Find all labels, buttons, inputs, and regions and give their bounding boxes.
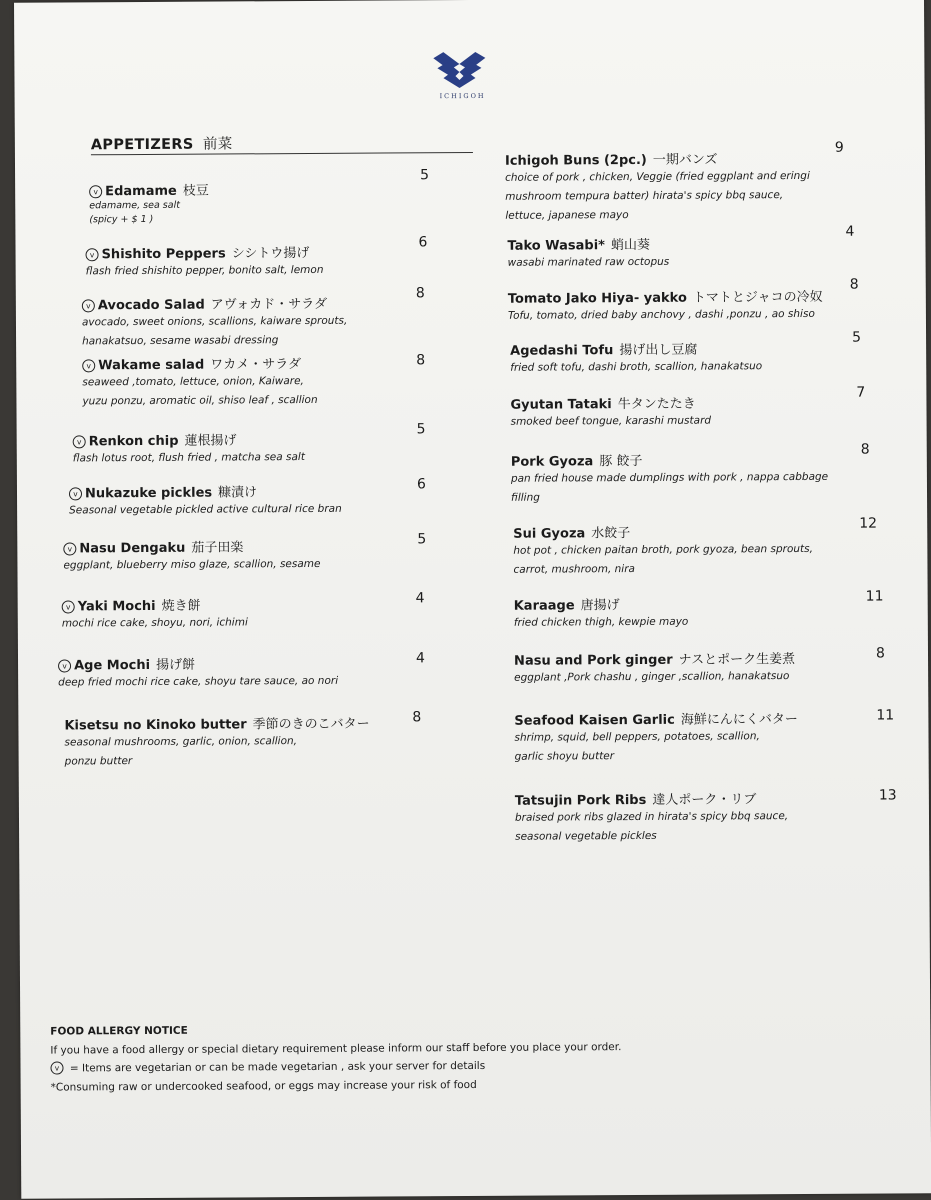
vegetarian-icon: v bbox=[50, 1061, 63, 1074]
menu-item-description: Tofu, tomato, dried baby anchovy , dashi ,ponzu , ao shiso bbox=[507, 307, 815, 322]
menu-item-title: Edamame bbox=[105, 183, 177, 200]
menu-item-description: hot pot , chicken paitan broth, pork gyoza, bean sprouts, bbox=[513, 542, 813, 557]
menu-item-name bbox=[73, 429, 305, 449]
menu-item-description: lettuce, japanese mayo bbox=[505, 209, 629, 222]
menu-item-name bbox=[507, 234, 669, 254]
menu-item-description: flash lotus root, flush fried , matcha sea salt bbox=[72, 451, 305, 465]
vegetarian-icon: v bbox=[73, 435, 86, 448]
menu-item-title: Nukazuke pickles bbox=[84, 485, 213, 502]
menu-item-description: Seasonal vegetable pickled active cultural rice bran bbox=[69, 502, 342, 517]
menu-item bbox=[513, 521, 813, 580]
menu-item-title: Karaage bbox=[513, 598, 575, 614]
brand-name: ICHIGOH bbox=[439, 91, 486, 101]
vegetarian-icon: v bbox=[69, 487, 82, 500]
menu-item-description: hanakatsuo, sesame wasabi dressing bbox=[82, 334, 279, 348]
menu-item-description: (spicy + $ 1 ) bbox=[89, 213, 154, 226]
menu-item-name bbox=[63, 536, 320, 557]
menu-item-title: Sui Gyoza bbox=[513, 526, 586, 542]
menu-item-japanese-name: 揚げ餅 bbox=[156, 657, 196, 673]
menu-item-title: Nasu and Pork ginger bbox=[513, 652, 673, 669]
menu-item-description: mushroom tempura batter) hirata's spicy bbq sauce, bbox=[505, 189, 784, 203]
menu-item-title: Pork Gyoza bbox=[510, 454, 594, 470]
vegetarian-icon: v bbox=[86, 248, 99, 261]
menu-item-japanese-name: 牛タンたたき bbox=[617, 396, 696, 413]
menu-item-description: fried chicken thigh, kewpie mayo bbox=[513, 615, 689, 629]
menu-item-price: 4 bbox=[415, 590, 425, 607]
menu-item bbox=[510, 338, 762, 378]
menu-item-title: Ichigoh Buns (2pc.) bbox=[504, 152, 647, 169]
menu-item bbox=[510, 393, 711, 432]
menu-item-price: 8 bbox=[860, 441, 870, 458]
menu-item bbox=[507, 234, 669, 273]
menu-item-price: 8 bbox=[416, 352, 426, 369]
menu-item-title: Wakame salad bbox=[98, 357, 205, 374]
menu-item-description: ponzu butter bbox=[64, 755, 133, 768]
vegetarian-icon: v bbox=[82, 359, 95, 372]
menu-item-price: 12 bbox=[859, 515, 878, 532]
menu-item-description: avocado, sweet onions, scallions, kaiware sprouts, bbox=[81, 314, 348, 329]
menu-item-description: yuzu ponzu, aromatic oil, shiso leaf , scallion bbox=[82, 393, 318, 408]
menu-item-name bbox=[82, 293, 348, 314]
menu-item-name bbox=[511, 449, 828, 470]
menu-item-description: flash fried shishito pepper, bonito salt, lemon bbox=[85, 263, 324, 278]
menu-item-japanese-name: 一期バンズ bbox=[652, 152, 718, 168]
menu-item-name bbox=[58, 653, 338, 674]
menu-item-description: fried soft tofu, dashi broth, scallion, hanakatsuo bbox=[510, 360, 763, 374]
menu-item-japanese-name: 糠漬け bbox=[218, 485, 258, 501]
menu-item-price: 5 bbox=[416, 421, 426, 438]
menu-item-japanese-name: 蛸山葵 bbox=[610, 237, 651, 254]
menu-item-title: Yaki Mochi bbox=[77, 598, 156, 615]
menu-item-japanese-name: アヴォカド・サラダ bbox=[210, 296, 328, 313]
menu-item-description: seasonal vegetable pickles bbox=[515, 829, 657, 843]
menu-item bbox=[82, 293, 348, 352]
menu-item-price: 4 bbox=[845, 223, 855, 240]
menu-item-japanese-name: 達人ポーク・リブ bbox=[652, 792, 757, 808]
menu-item-japanese-name: ナスとポーク生姜煮 bbox=[678, 652, 796, 668]
menu-item-price: 8 bbox=[849, 276, 859, 293]
menu-item-title: Agedashi Tofu bbox=[510, 343, 614, 359]
menu-item-price: 13 bbox=[878, 787, 897, 804]
menu-item-name bbox=[514, 648, 795, 669]
menu-item-japanese-name: 揚げ出し豆腐 bbox=[619, 342, 698, 359]
menu-item-description: seaweed ,tomato, lettuce, onion, Kaiware, bbox=[82, 375, 304, 389]
menu-item-description: wasabi marinated raw octopus bbox=[507, 255, 670, 269]
menu-item-name bbox=[514, 594, 689, 614]
menu-item bbox=[514, 708, 798, 767]
menu-item-description: seasonal mushrooms, garlic, onion, scallion, bbox=[64, 735, 298, 749]
menu-item-name bbox=[89, 180, 209, 200]
menu-item-description: eggplant ,Pork chashu , ginger ,scallion, hanakatsuo bbox=[514, 670, 790, 684]
menu-item bbox=[89, 180, 209, 228]
menu-item bbox=[85, 242, 323, 281]
menu-item-japanese-name: 唐揚げ bbox=[580, 598, 620, 614]
menu-item-japanese-name: 茄子田楽 bbox=[191, 540, 244, 556]
menu-item-price: 8 bbox=[412, 709, 422, 726]
menu-item-price: 5 bbox=[852, 329, 862, 346]
menu-item-name bbox=[85, 242, 323, 262]
menu-item-description: smoked beef tongue, karashi mustard bbox=[510, 414, 712, 428]
vegetarian-legend-text: = Items are vegetarian or can be made vegetarian , ask your server for details bbox=[66, 1059, 486, 1075]
section-title-text: APPETIZERS bbox=[90, 136, 194, 154]
menu-item-title: Tatsujin Pork Ribs bbox=[514, 792, 647, 809]
menu-item-name bbox=[505, 148, 810, 169]
vegetarian-icon: v bbox=[89, 185, 102, 198]
menu-item-price: 5 bbox=[417, 531, 427, 548]
menu-item bbox=[514, 594, 689, 633]
menu-item-description: choice of pork , chicken, Veggie (fried eggplant and eringi bbox=[505, 169, 810, 184]
menu-item bbox=[73, 429, 305, 468]
menu-item-description: deep fried mochi rice cake, shoyu tare sauce, ao nori bbox=[58, 674, 339, 689]
menu-item-title: Kisetsu no Kinoko butter bbox=[64, 717, 247, 734]
menu-item-name bbox=[82, 353, 317, 373]
menu-item-description: garlic shoyu butter bbox=[514, 750, 615, 763]
raw-food-warning: *Consuming raw or undercooked seafood, or eggs may increase your risk of food bbox=[50, 1078, 477, 1094]
menu-item-name bbox=[510, 393, 711, 413]
menu-item bbox=[62, 594, 248, 633]
menu-item-title: Tako Wasabi* bbox=[507, 238, 605, 254]
menu-item-price: 11 bbox=[876, 707, 895, 724]
menu-item-name bbox=[510, 338, 762, 359]
section-title bbox=[91, 132, 233, 154]
menu-item-price: 9 bbox=[834, 139, 844, 156]
menu-item-title: Nasu Dengaku bbox=[79, 540, 186, 557]
menu-item-price: 11 bbox=[865, 588, 884, 605]
menu-item-description: pan fried house made dumplings with pork , nappa cabbage bbox=[510, 470, 829, 485]
vegetarian-icon: v bbox=[62, 600, 75, 613]
menu-item-title: Renkon chip bbox=[88, 433, 179, 450]
menu-item-description: braised pork ribs glazed in hirata's spicy bbq sauce, bbox=[514, 810, 789, 824]
menu-item bbox=[64, 713, 370, 772]
menu-item-title: Seafood Kaisen Garlic bbox=[514, 712, 675, 729]
menu-item-japanese-name: ワカメ・サラダ bbox=[210, 357, 302, 373]
menu-item bbox=[515, 788, 788, 847]
menu-item-title: Gyutan Tataki bbox=[510, 397, 612, 413]
menu-item-price: 8 bbox=[415, 285, 425, 302]
menu-item-japanese-name: 水餃子 bbox=[591, 526, 631, 542]
menu-item-description: filling bbox=[511, 491, 540, 504]
allergy-notice bbox=[50, 1019, 621, 1096]
menu-item bbox=[511, 449, 829, 508]
menu-item bbox=[508, 286, 823, 326]
menu-item-title: Tomato Jako Hiya- yakko bbox=[507, 290, 687, 307]
menu-item-name bbox=[64, 713, 369, 734]
menu-sheet bbox=[14, 0, 931, 1199]
menu-item-description: mochi rice cake, shoyu, nori, ichimi bbox=[61, 616, 248, 630]
vegetarian-icon: v bbox=[82, 299, 95, 312]
menu-item bbox=[514, 648, 795, 688]
menu-item bbox=[505, 148, 810, 226]
vegetarian-icon: v bbox=[58, 659, 71, 672]
vegetarian-icon: v bbox=[63, 542, 76, 555]
menu-item-japanese-name: 焼き餅 bbox=[161, 598, 201, 614]
menu-item-japanese-name: トマトとジャコの冷奴 bbox=[692, 289, 823, 306]
menu-item bbox=[58, 653, 338, 693]
menu-item-price: 5 bbox=[420, 167, 430, 184]
menu-item-name bbox=[508, 286, 823, 307]
menu-item-name bbox=[513, 521, 813, 542]
menu-item-japanese-name: シシトウ揚げ bbox=[231, 245, 310, 262]
allergy-notice-line: If you have a food allergy or special dietary requirement please inform our staff before you place your order. bbox=[50, 1040, 622, 1057]
menu-item-title: Shishito Peppers bbox=[101, 246, 226, 263]
menu-item-japanese-name: 海鮮にんにくバター bbox=[680, 712, 798, 728]
menu-item-description: carrot, mushroom, nira bbox=[513, 562, 635, 576]
menu-item-japanese-name: 枝豆 bbox=[182, 183, 209, 199]
menu-item-title: Avocado Salad bbox=[97, 297, 205, 314]
menu-item bbox=[82, 353, 318, 411]
menu-item-price: 7 bbox=[856, 384, 866, 401]
menu-item-japanese-name: 豚 餃子 bbox=[599, 453, 643, 470]
menu-item-name bbox=[515, 788, 788, 809]
ichigoh-logo-icon bbox=[431, 50, 487, 96]
menu-item-name bbox=[514, 708, 798, 729]
menu-item-price: 8 bbox=[875, 645, 885, 662]
menu-item-price: 6 bbox=[418, 234, 428, 251]
menu-item-description: edamame, sea salt bbox=[89, 199, 180, 212]
menu-item bbox=[63, 536, 320, 576]
menu-item-title: Age Mochi bbox=[74, 657, 151, 674]
menu-item-price: 6 bbox=[416, 476, 426, 493]
menu-item-japanese-name: 季節のきのこバター bbox=[252, 716, 370, 733]
allergy-notice-title: FOOD ALLERGY NOTICE bbox=[50, 1024, 188, 1038]
menu-item-name bbox=[69, 481, 342, 502]
menu-item-description: eggplant, blueberry miso glaze, scallion, sesame bbox=[63, 557, 321, 572]
menu-item-price: 4 bbox=[415, 650, 425, 667]
section-title-jp: 前菜 bbox=[202, 136, 233, 153]
menu-item bbox=[69, 481, 342, 521]
menu-item-name bbox=[62, 594, 248, 614]
menu-item-description: shrimp, squid, bell peppers, potatoes, scallion, bbox=[514, 730, 760, 744]
menu-item-japanese-name: 蓮根揚げ bbox=[184, 433, 237, 449]
